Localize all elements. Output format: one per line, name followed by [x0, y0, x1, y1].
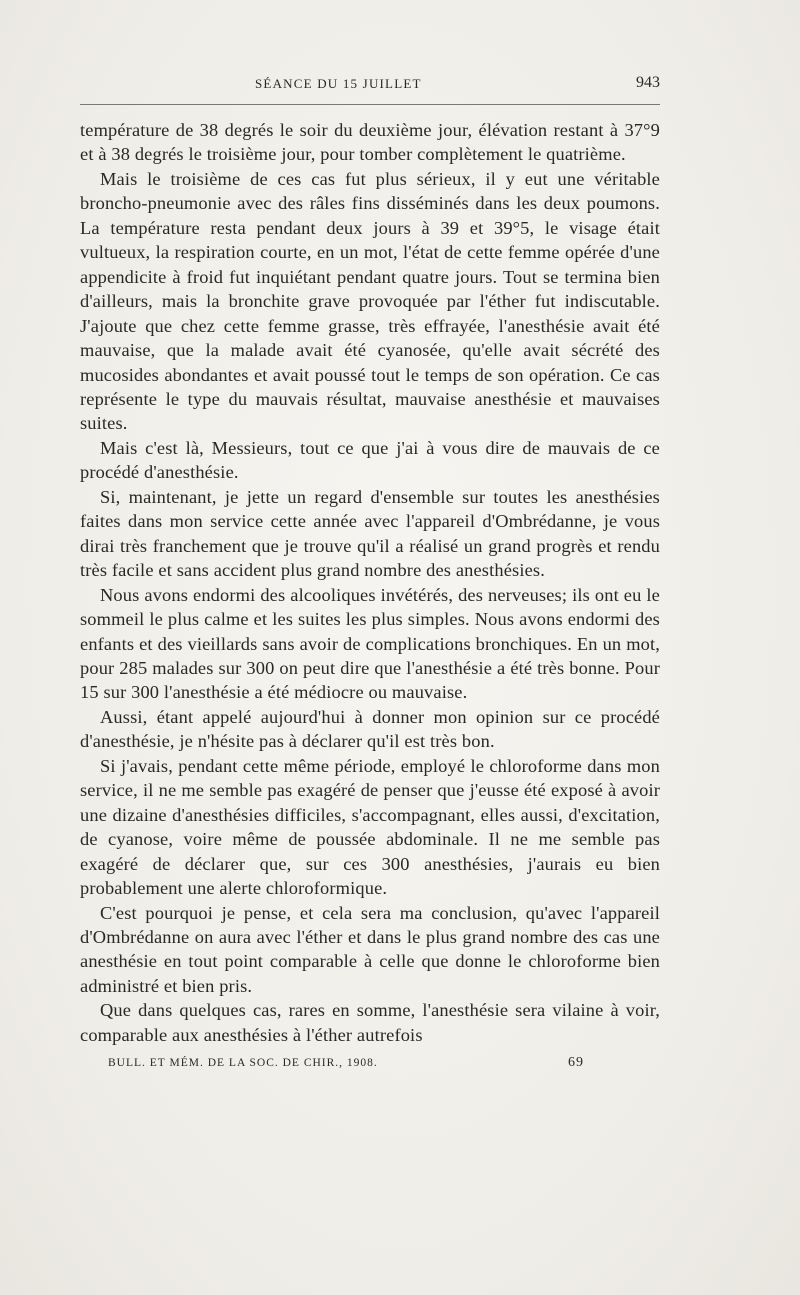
body-text: [80, 118, 660, 1047]
signature-mark: 69: [568, 1055, 584, 1071]
page-number: 943: [636, 74, 660, 91]
journal-reference: BULL. ET MÉM. DE LA SOC. DE CHIR., 1908.: [108, 1057, 378, 1070]
paragraph: Aussi, étant appelé aujourd'hui à donner mon opinion sur ce procédé d'anesthésie, je n'hésite pas à déclarer qu'il est très bon.: [80, 706, 660, 752]
paragraph: Si j'avais, pendant cette même période, employé le chloroforme dans mon service, il ne me semble pas exagéré de penser que j'eusse été exposé à avoir une dizaine d'anesthésies difficiles, s'accompagnant, elles aussi, d'excitation, de cyanose, voire même de poussée abdominale. Il ne me semble pas exagéré de déclarer que, sur ces 300 anesthésies, j'aurais eu bien probablement une alerte chloroformique.: [80, 755, 660, 899]
paragraph: Que dans quelques cas, rares en somme, l'anesthésie sera vilaine à voir, comparable aux anesthésies à l'éther autrefois: [80, 1000, 660, 1045]
paragraph: Mais le troisième de ces cas fut plus sérieux, il y eut une véritable broncho-pneumonie avec des râles fins disséminés dans les deux poumons. La température resta pendant deux jours à 39 et 39°5, le visage était vultueux, la respiration courte, en un mot, l'état de cette femme opérée d'une appendicite à froid fut inquiétant pendant quatre jours. Tout se termina bien d'ailleurs, mais la bronchite grave provoquée par l'éther fut indiscutable. J'ajoute que chez cette femme grasse, très effrayée, l'anesthésie avait été mauvaise, que la malade avait été cyanosée, qu'elle avait sécrété des mucosides abondantes et avait poussé tout le temps de son opération. Ce cas représente le type du mauvais résultat, mauvaise anesthésie et mauvaises suites.: [80, 168, 660, 434]
page-footer: [80, 1053, 660, 1075]
book-page: [80, 70, 660, 1075]
paragraph: C'est pourquoi je pense, et cela sera ma conclusion, qu'avec l'appareil d'Ombrédanne on aura avec l'éther et dans le plus grand nombre des cas une anesthésie en tout point comparable à celle que donne le chloroforme bien administré et bien pris.: [80, 902, 660, 996]
running-head: [80, 70, 660, 100]
running-title: SÉANCE DU 15 JUILLET: [255, 76, 422, 91]
header-rule: [80, 104, 660, 105]
paragraph: Si, maintenant, je jette un regard d'ensemble sur toutes les anesthésies faites dans mon service cette année avec l'appareil d'Ombrédanne, je vous dirai très franchement que je trouve qu'il a réalisé un grand progrès et rendu très facile et sans accident plus grand nombre des anesthésies.: [80, 486, 660, 581]
paragraph: Nous avons endormi des alcooliques invétérés, des nerveuses; ils ont eu le sommeil le plus calme et les suites les plus simples. Nous avons endormi des enfants et des vieillards sans avoir de complications bronchiques. En un mot, pour 285 malades sur 300 on peut dire que l'anesthésie a été très bonne. Pour 15 sur 300 l'anesthésie a été médiocre ou mauvaise.: [80, 584, 660, 703]
paragraph: Mais c'est là, Messieurs, tout ce que j'ai à vous dire de mauvais de ce procédé d'anesthésie.: [80, 437, 660, 483]
paragraph: température de 38 degrés le soir du deuxième jour, élévation restant à 37°9 et à 38 degrés le troisième jour, pour tomber complètement le quatrième.: [80, 120, 660, 165]
